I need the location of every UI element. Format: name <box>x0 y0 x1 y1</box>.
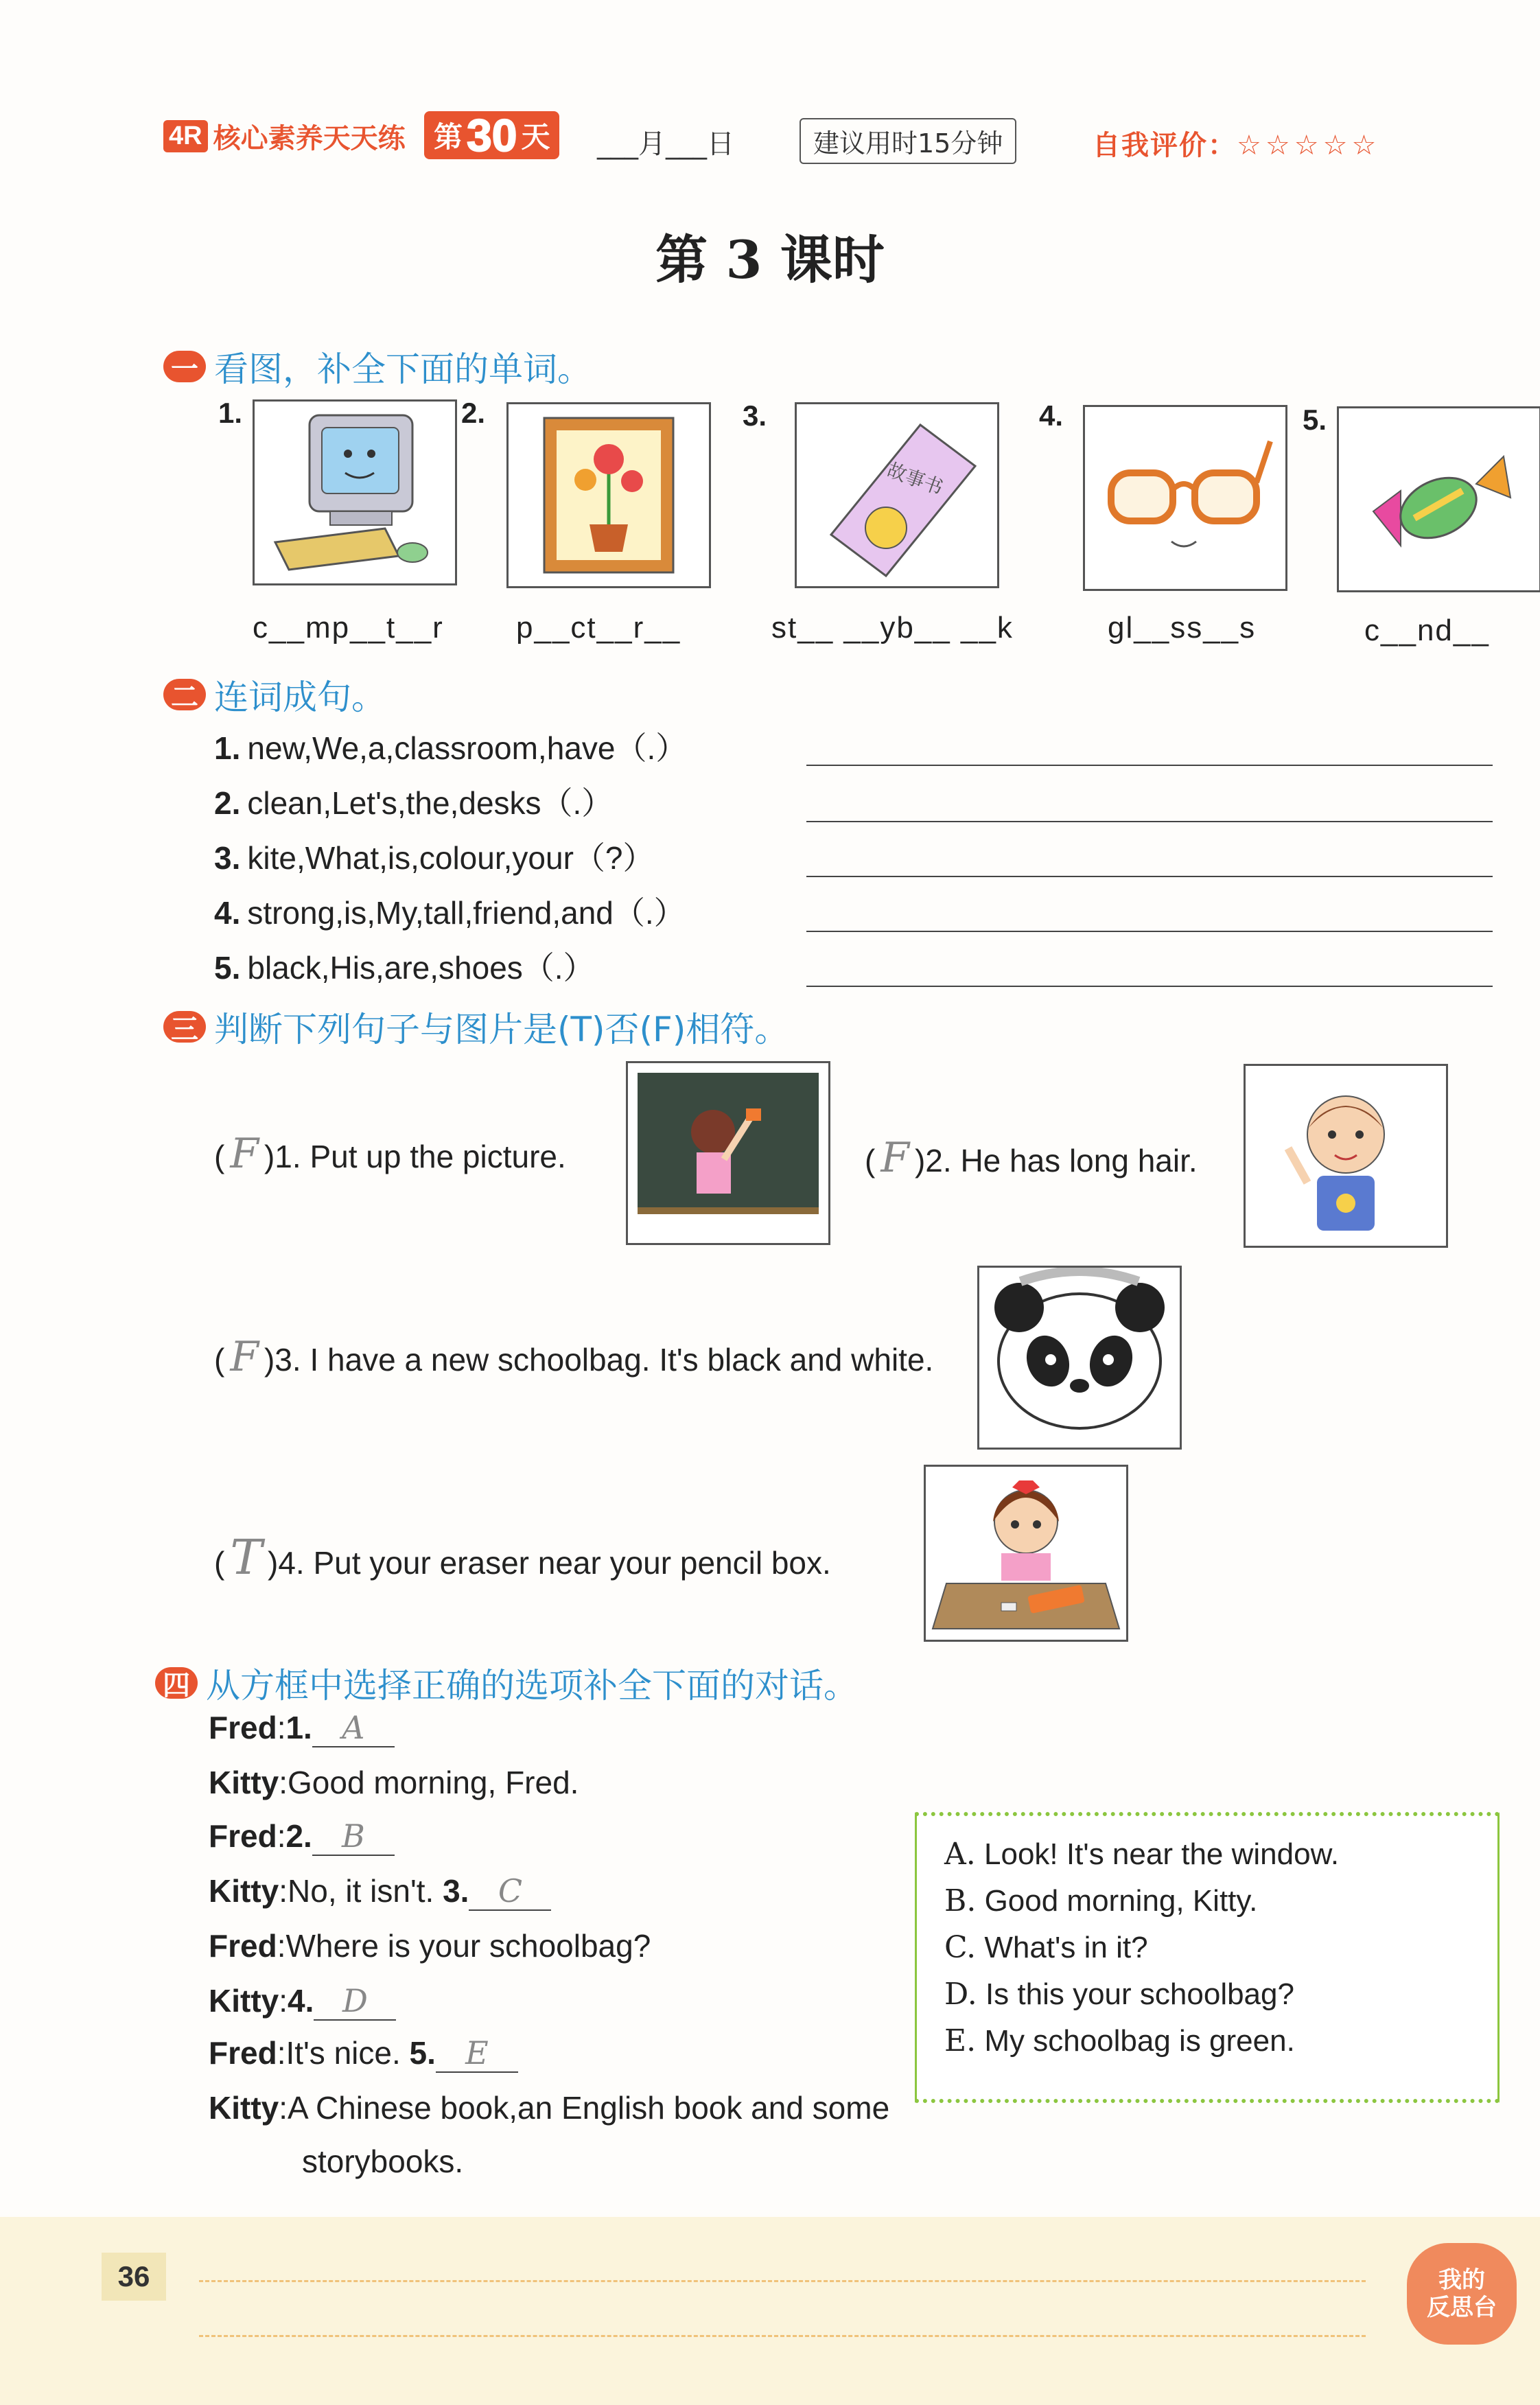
option-c <box>944 1925 1497 1971</box>
blank-number: 4. <box>288 1983 314 2019</box>
scramble-words: black,His,are,shoes（.） <box>247 950 595 986</box>
tf-sentence: Put up the picture. <box>310 1139 566 1174</box>
dialogue-text: It's nice. <box>285 2035 410 2071</box>
word-blank[interactable]: c__nd__ <box>1364 614 1490 647</box>
dialogue-line <box>209 1709 395 1747</box>
option-letter: A. <box>944 1837 976 1872</box>
section-badge: 二 <box>163 679 206 710</box>
scramble-item <box>214 943 595 988</box>
item-number: )2. <box>914 1143 952 1178</box>
section-badge: 四 <box>155 1667 198 1699</box>
time-suggestion: 建议用时15分钟 <box>800 118 1016 164</box>
speaker-sep: : <box>279 1983 288 2019</box>
speaker: Fred <box>209 1818 277 1854</box>
dialogue-line <box>209 2089 889 2126</box>
section-title: 看图，补全下面的单词。 <box>214 349 592 389</box>
section-2-header <box>163 670 386 719</box>
scramble-item <box>214 723 687 769</box>
answer-line[interactable] <box>806 931 1493 932</box>
speaker-sep: : <box>277 2035 286 2071</box>
speaker-sep: : <box>277 1710 286 1745</box>
panda-schoolbag-icon <box>977 1266 1182 1450</box>
option-text: What's in it? <box>984 1931 1148 1964</box>
tf-sentence: Put your eraser near your pencil box. <box>313 1545 831 1581</box>
answer-blank[interactable]: B <box>312 1817 395 1856</box>
girl-desk-icon <box>924 1465 1128 1642</box>
item-number: 1. <box>218 397 243 429</box>
reflect-line-2: 反思台 <box>1427 2294 1497 2321</box>
brand-title: 核心素养天天练 <box>213 123 406 154</box>
item-number: 5. <box>1303 404 1327 436</box>
option-letter: D. <box>944 1977 977 2012</box>
star-rating[interactable]: ☆☆☆☆☆ <box>1237 130 1381 161</box>
item-number: )1. <box>264 1139 301 1174</box>
blank-number: 2. <box>285 1818 312 1854</box>
reflection-line[interactable] <box>199 2335 1366 2337</box>
option-e <box>944 2018 1497 2065</box>
scramble-item <box>214 833 654 879</box>
picture-icon <box>506 402 711 588</box>
dialogue-text: Where is your schoolbag? <box>285 1928 651 1964</box>
tf-sentence: He has long hair. <box>960 1143 1198 1178</box>
dialogue-text: Good morning, Fred. <box>288 1765 579 1800</box>
section-3-header <box>163 1002 789 1052</box>
day-suffix: 天 <box>521 120 550 154</box>
dialogue-line <box>209 1817 395 1856</box>
word-blank[interactable]: gl__ss__s <box>1108 611 1257 644</box>
answer-blank[interactable]: D <box>314 1982 396 2021</box>
speaker-sep: : <box>279 2090 288 2126</box>
speaker: Fred <box>209 1710 277 1745</box>
item-number: 3. <box>743 399 767 432</box>
section-title: 从方框中选择正确的选项补全下面的对话。 <box>206 1666 858 1706</box>
word-blank[interactable]: st__ __yb__ __k <box>771 611 1014 644</box>
option-letter: C. <box>944 1930 977 1965</box>
answer-blank[interactable]: E <box>436 2034 518 2073</box>
day-prefix: 第 <box>434 120 463 154</box>
tf-item: ( F )3. I have a new schoolbag. It's black and white. <box>214 1333 934 1381</box>
speaker-sep: : <box>277 1928 286 1964</box>
dialogue-text: No, it isn't. <box>288 1873 443 1909</box>
item-number: 3. <box>214 840 241 876</box>
section-title: 连词成句。 <box>214 677 386 717</box>
tf-sentence: I have a new schoolbag. It's black and white. <box>310 1342 934 1378</box>
word-blank[interactable]: p__ct__r__ <box>516 611 681 644</box>
option-text: My schoolbag is green. <box>984 2024 1295 2058</box>
candy-icon <box>1337 406 1540 592</box>
brand-code: 4R <box>163 120 208 152</box>
self-evaluation <box>1093 124 1380 163</box>
reflect-line-1: 我的 <box>1438 2266 1485 2294</box>
scramble-item <box>214 888 686 933</box>
speaker-sep: : <box>277 1818 286 1854</box>
day-badge <box>424 111 559 159</box>
boy-icon <box>1244 1064 1448 1248</box>
speaker: Kitty <box>209 1873 279 1909</box>
tf-item: ( T )4. Put your eraser near your pencil box. <box>214 1529 831 1585</box>
scramble-item <box>214 778 613 824</box>
scramble-words: kite,What,is,colour,your（?） <box>247 840 655 876</box>
item-number: )3. <box>264 1342 301 1378</box>
section-title: 判断下列句子与图片是(T)否(F)相符。 <box>214 1010 789 1049</box>
speaker: Fred <box>209 1928 277 1964</box>
option-d <box>944 1971 1497 2018</box>
section-badge: 三 <box>163 1011 206 1043</box>
answer-line[interactable] <box>806 986 1493 987</box>
storybook-icon <box>795 402 999 588</box>
tf-item: ( F )2. He has long hair. <box>865 1134 1198 1182</box>
item-number: )4. <box>268 1545 305 1581</box>
blank-number: 3. <box>443 1873 469 1909</box>
answer-blank[interactable]: A <box>312 1709 395 1747</box>
section-badge: 一 <box>163 351 206 382</box>
speaker: Kitty <box>209 2090 279 2126</box>
girl-blackboard-icon <box>626 1061 830 1245</box>
page-number: 36 <box>102 2253 166 2301</box>
item-number: 5. <box>214 950 241 986</box>
option-letter: E. <box>944 2023 977 2058</box>
option-b <box>944 1878 1497 1925</box>
item-number: 2. <box>214 785 241 821</box>
speaker-sep: : <box>279 1765 288 1800</box>
scramble-words: clean,Let's,the,desks（.） <box>247 785 614 821</box>
scramble-words: strong,is,My,tall,friend,and（.） <box>247 895 686 931</box>
option-text: Look! It's near the window. <box>984 1837 1340 1871</box>
item-number: 2. <box>461 397 486 429</box>
option-letter: B. <box>944 1883 977 1918</box>
dialogue-continuation: storybooks. <box>302 2143 464 2179</box>
speaker: Kitty <box>209 1983 279 2019</box>
answer-line[interactable] <box>806 765 1493 766</box>
section-1-header <box>163 342 592 391</box>
blank-number: 5. <box>409 2035 436 2071</box>
option-text: Is this your schoolbag? <box>985 1977 1294 2011</box>
word-blank[interactable]: c__mp__t__r <box>253 611 444 644</box>
tf-answer[interactable]: F <box>230 1333 259 1381</box>
computer-icon <box>253 399 457 585</box>
speaker-sep: : <box>279 1873 288 1909</box>
blank-number: 1. <box>285 1710 312 1745</box>
tf-answer[interactable]: F <box>230 1130 259 1178</box>
speaker: Fred <box>209 2035 277 2071</box>
day-number: 30 <box>467 110 517 161</box>
options-box <box>915 1812 1500 2103</box>
glasses-icon <box>1083 405 1287 591</box>
option-a <box>944 1831 1497 1878</box>
dialogue-line <box>209 1927 651 1964</box>
speaker: Kitty <box>209 1765 279 1800</box>
item-number: 4. <box>1039 399 1064 432</box>
reflection-line[interactable] <box>199 2280 1366 2282</box>
scramble-words: new,We,a,classroom,have（.） <box>247 730 688 766</box>
tf-answer[interactable]: F <box>880 1134 909 1182</box>
dialogue-text: A Chinese book,an English book and some <box>288 2090 890 2126</box>
item-number: 1. <box>214 730 241 766</box>
option-text: Good morning, Kitty. <box>984 1884 1258 1918</box>
brand <box>163 117 406 156</box>
tf-answer[interactable]: T <box>230 1529 263 1585</box>
footer-band <box>0 2217 1540 2405</box>
reflection-badge <box>1407 2243 1517 2345</box>
item-number: 4. <box>214 895 241 931</box>
book-label: 故事书 <box>884 458 946 500</box>
dialogue-line <box>209 1764 579 1801</box>
date-field: ___月___日 <box>597 128 734 160</box>
dialogue-line <box>209 1982 396 2021</box>
answer-line[interactable] <box>806 876 1493 877</box>
self-eval-label: 自我评价： <box>1093 130 1237 161</box>
section-4-header <box>155 1658 858 1708</box>
lesson-title: 第 3 课时 <box>655 229 885 290</box>
dialogue-line <box>209 1872 551 1911</box>
tf-item: ( F )1. Put up the picture. <box>214 1130 566 1178</box>
answer-blank[interactable]: C <box>469 1872 551 1911</box>
answer-line[interactable] <box>806 821 1493 822</box>
dialogue-line <box>209 2034 518 2073</box>
